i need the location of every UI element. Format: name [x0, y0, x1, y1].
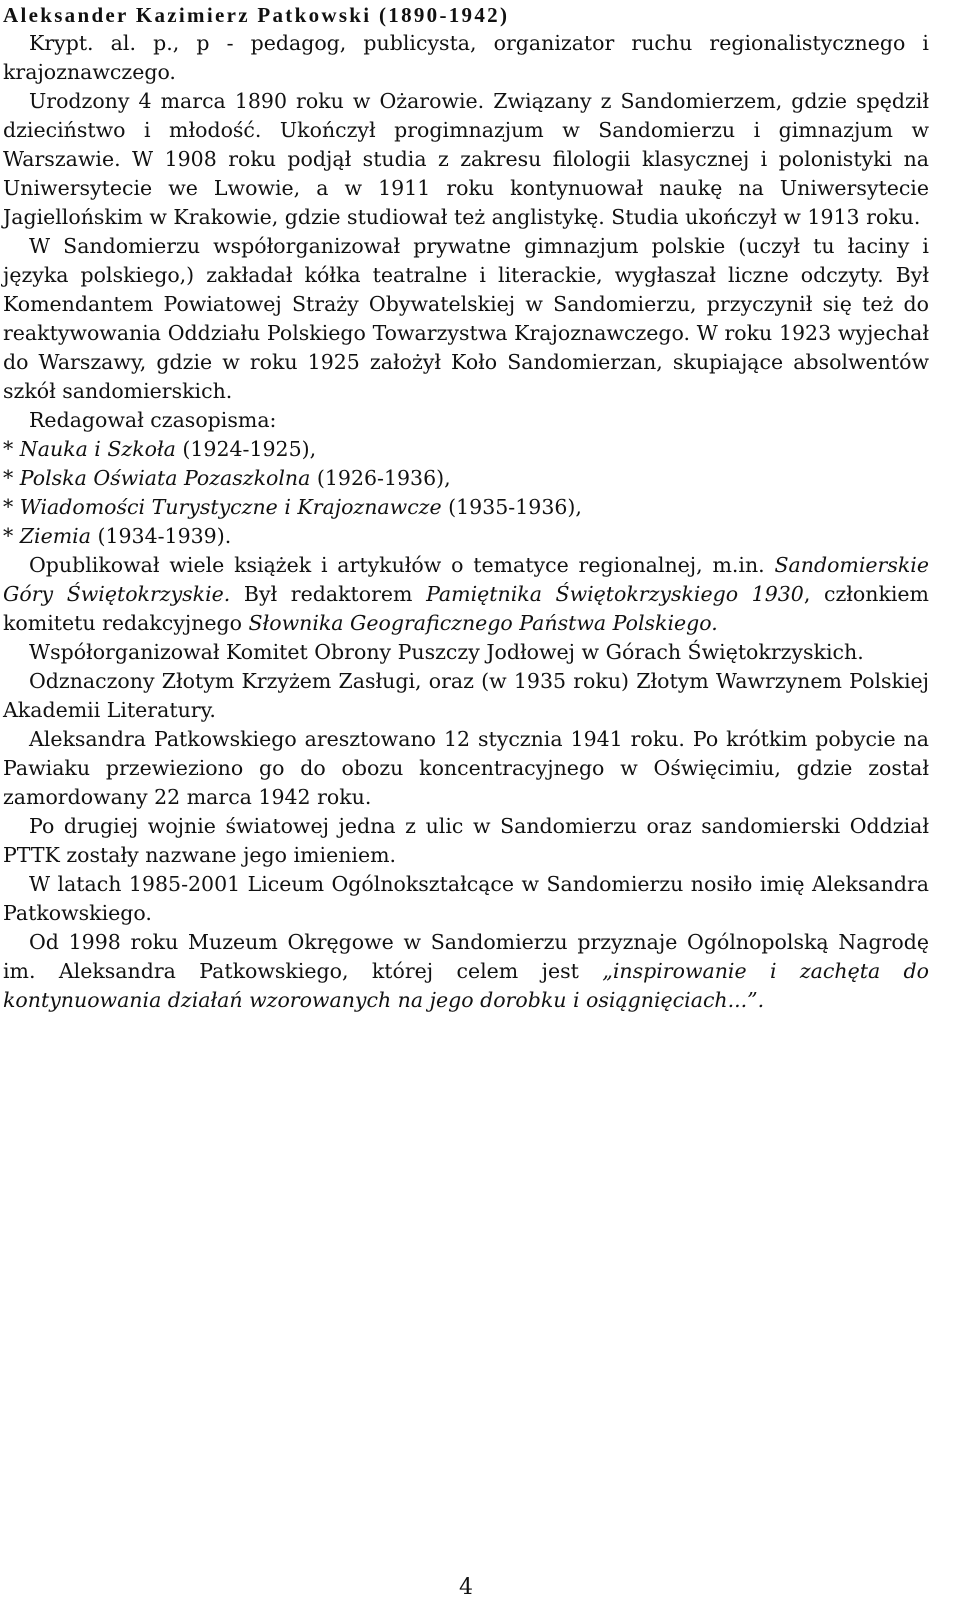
book-title: Pamiętnika Świętokrzyskiego 1930	[426, 582, 804, 606]
paragraph-awards: Odznaczony Złotym Krzyżem Zasługi, oraz (w 1935 roku) Złotym Wawrzynem Polskiej Akademii Literatury.	[3, 669, 929, 722]
journal-item: * Nauka i Szkoła (1924-1925),	[3, 437, 317, 461]
document-body	[3, 29, 929, 1015]
paragraph-publications: Opublikował wiele książek i artykułów o tematyce regionalnej, m.in. Sandomierskie Góry Świętokrzyskie. Był redaktorem Pamiętnika Świętokrzyskiego 1930, członkiem komitetu redakcyjnego Słownika Geograficznego Państwa Polskiego.	[3, 553, 929, 635]
journal-name: Nauka i Szkoła	[19, 437, 176, 461]
paragraph-cryptonym: Krypt. al. p., p - pedagog, publicysta, organizator ruchu regionalistycznego i krajoznawczego.	[3, 31, 929, 84]
paragraph-commemoration: Po drugiej wojnie światowej jedna z ulic w Sandomierzu oraz sandomierski Oddział PTTK zostały nazwane jego imieniem.	[3, 814, 929, 867]
document-page	[3, 2, 929, 1015]
book-title: Sandomierskie Góry Świętokrzyskie.	[3, 553, 929, 606]
paragraph-award-prize: Od 1998 roku Muzeum Okręgowe w Sandomierzu przyznaje Ogólnopolską Nagrodę im. Aleksandra Patkowskiego, której celem jest „inspirowanie i zachęta do kontynuowania działań wzorowanych na jego dorobku i osiągnięciach...”.	[3, 930, 929, 1012]
journal-item: * Polska Oświata Pozaszkolna (1926-1936),	[3, 466, 451, 490]
quote: „inspirowanie i zachęta do kontynuowania działań wzorowanych na jego dorobku i osiągnięciach...”.	[3, 959, 929, 1012]
book-title: Słownika Geograficznego Państwa Polskiego.	[248, 611, 718, 635]
journal-name: Polska Oświata Pozaszkolna	[19, 466, 311, 490]
paragraph-sandomierz-activity: W Sandomierzu współorganizował prywatne gimnazjum polskie (uczył tu łaciny i języka polskiego,) zakładał kółka teatralne i literackie, wygłaszał liczne odczyty. Był Komendantem Powiatowej Straży Obywatelskiej w Sandomierzu, przyczynił się też do reaktywowania Oddziału Polskiego Towarzystwa Krajoznawczego. W roku 1923 wyjechał do Warszawy, gdzie w roku 1925 założył Koło Sandomierzan, skupiające absolwentów szkół sandomierskich.	[3, 234, 929, 403]
paragraph-forest-committee: Współorganizował Komitet Obrony Puszczy Jodłowej w Górach Świętokrzyskich.	[29, 640, 864, 664]
journal-name: Ziemia	[19, 524, 91, 548]
paragraph-journals-intro: Redagował czasopisma:	[29, 408, 277, 432]
paragraph-biography: Urodzony 4 marca 1890 roku w Ożarowie. Związany z Sandomierzem, gdzie spędził dzieciństwo i młodość. Ukończył progimnazjum w Sandomierzu i gimnazjum w Warszawie. W 1908 roku podjął studia z zakresu filologii klasycznej i polonistyki na Uniwersytecie we Lwowie, a w 1911 roku kontynuował naukę na Uniwersytecie Jagiellońskim w Krakowie, gdzie studiował też anglistykę. Studia ukończył w 1913 roku.	[3, 89, 929, 229]
paragraph-school-name: W latach 1985-2001 Liceum Ogólnokształcące w Sandomierzu nosiło imię Aleksandra Patkowskiego.	[3, 872, 929, 925]
journal-item: * Wiadomości Turystyczne i Krajoznawcze (1935-1936),	[3, 495, 582, 519]
journal-name: Wiadomości Turystyczne i Krajoznawcze	[19, 495, 442, 519]
journal-item: * Ziemia (1934-1939).	[3, 524, 232, 548]
paragraph-arrest: Aleksandra Patkowskiego aresztowano 12 stycznia 1941 roku. Po krótkim pobycie na Pawiaku przewieziono go do obozu koncentracyjnego w Oświęcimiu, gdzie został zamordowany 22 marca 1942 roku.	[3, 727, 929, 809]
document-title: Aleksander Kazimierz Patkowski (1890-1942)	[3, 3, 510, 27]
page-number: 4	[459, 1575, 473, 1600]
